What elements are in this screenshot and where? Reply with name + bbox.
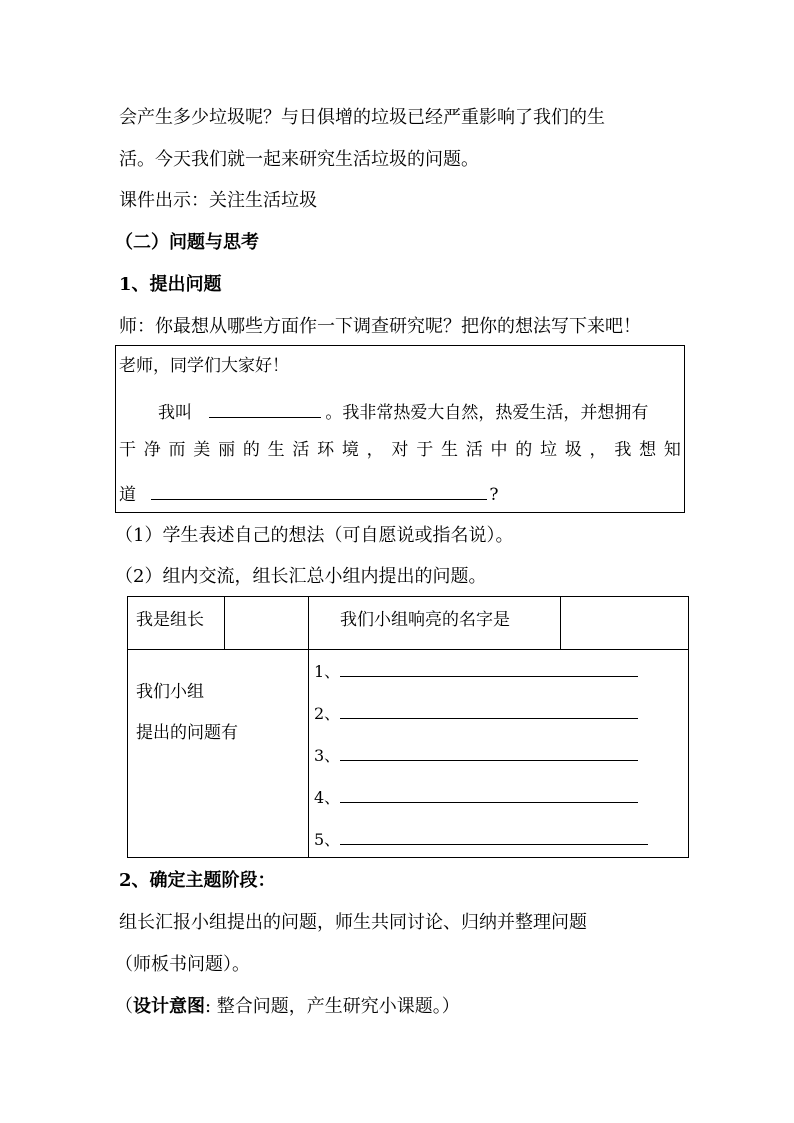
teacher-prompt: 师：你最想从哪些方面作一下调查研究呢？把你的想法写下来吧！ [119, 316, 641, 337]
question-number: 2、 [314, 704, 341, 723]
letter-line-3-char: 生 [267, 440, 285, 460]
question-number: 3、 [314, 746, 341, 765]
letter-line-3-char: 圾 [564, 440, 582, 460]
letter-box [115, 345, 685, 513]
student-step-2: （2）组内交流，组长汇总小组内提出的问题。 [115, 566, 487, 587]
letter-line-3-char: 生 [440, 440, 458, 460]
table-row-divider [128, 649, 688, 650]
paragraph-line-1: 会产生多少垃圾呢？与日俱增的垃圾已经严重影响了我们的生 [119, 107, 605, 128]
design-intent-line [115, 995, 460, 1019]
question-row-2 [314, 704, 638, 724]
letter-line-3-char: ， [589, 440, 607, 460]
design-open-paren: （ [115, 996, 133, 1017]
leader-label: 我是组长 [136, 610, 204, 630]
design-intent-label: 设计意图 [133, 996, 205, 1017]
question-row-3 [314, 746, 638, 766]
intro-suffix: 。我非常热爱大自然，热爱生活，并想拥有 [325, 403, 649, 423]
group-name-label: 我们小组响亮的名字是 [340, 610, 510, 630]
questions-label-line-1: 我们小组 [136, 682, 204, 702]
question-answer-line[interactable] [340, 830, 648, 845]
step2-text-line-2: （师板书问题）。 [115, 954, 250, 975]
letter-line-3-char: 对 [391, 440, 409, 460]
line4-prefix: 道 [119, 485, 136, 505]
letter-line-3-char: 美 [193, 440, 211, 460]
letter-line-3-char: 中 [490, 440, 508, 460]
design-intent-text: : 整合问题，产生研究小课题。） [205, 996, 460, 1017]
letter-line-3-char: 丽 [218, 440, 236, 460]
question-answer-line[interactable] [340, 704, 638, 719]
group-name-cell[interactable] [561, 597, 688, 649]
question-row-5 [314, 830, 648, 850]
letter-line-3-char: 我 [614, 440, 632, 460]
letter-intro-row [158, 399, 648, 424]
questions-label-line-2: 提出的问题有 [136, 723, 238, 743]
line4-suffix: ? [489, 485, 499, 505]
question-answer-line[interactable] [340, 746, 638, 761]
letter-line-3-char: 环 [317, 440, 335, 460]
courseware-line: 课件出示：关注生活垃圾 [119, 190, 317, 211]
question-blank[interactable] [151, 481, 487, 500]
section-heading-questions: （二）问题与思考 [115, 232, 259, 253]
letter-line-3-char: ， [366, 440, 384, 460]
letter-line-3-char: 境 [341, 440, 359, 460]
question-row-1 [314, 662, 638, 682]
question-answer-line[interactable] [340, 662, 638, 677]
paragraph-line-2: 活。今天我们就一起来研究生活垃圾的问题。 [119, 149, 479, 170]
letter-line-3-char: 想 [639, 440, 657, 460]
letter-line-3-char: 的 [515, 440, 533, 460]
letter-line-3-char: 于 [416, 440, 434, 460]
letter-line-3-char: 垃 [540, 440, 558, 460]
step2-heading: 2、确定主题阶段： [119, 870, 276, 891]
letter-greeting: 老师，同学们大家好！ [119, 356, 289, 376]
name-blank[interactable] [209, 399, 321, 418]
letter-line-3-char: 净 [143, 440, 161, 460]
student-step-1: （1）学生表述自己的想法（可自愿说或指名说）。 [115, 525, 514, 546]
letter-line-3-char: 干 [119, 440, 136, 460]
question-number: 4、 [314, 788, 341, 807]
letter-line-3-char: 活 [465, 440, 483, 460]
letter-line-4 [119, 481, 499, 506]
letter-line-3 [119, 439, 681, 461]
question-number: 1、 [314, 662, 341, 681]
step1-heading: 1、提出问题 [119, 274, 222, 295]
letter-line-3-char: 知 [663, 440, 681, 460]
leader-name-cell[interactable] [225, 597, 308, 649]
table-col-divider-2 [308, 597, 309, 857]
letter-line-3-char: 而 [168, 440, 186, 460]
letter-line-3-char: 的 [242, 440, 260, 460]
question-number: 5、 [314, 830, 341, 849]
intro-prefix: 我叫 [158, 403, 192, 423]
question-answer-line[interactable] [340, 788, 638, 803]
letter-line-3-char: 活 [292, 440, 310, 460]
question-row-4 [314, 788, 638, 808]
group-table [127, 596, 689, 858]
step2-text-line-1: 组长汇报小组提出的问题，师生共同讨论、归纳并整理问题 [119, 912, 587, 933]
